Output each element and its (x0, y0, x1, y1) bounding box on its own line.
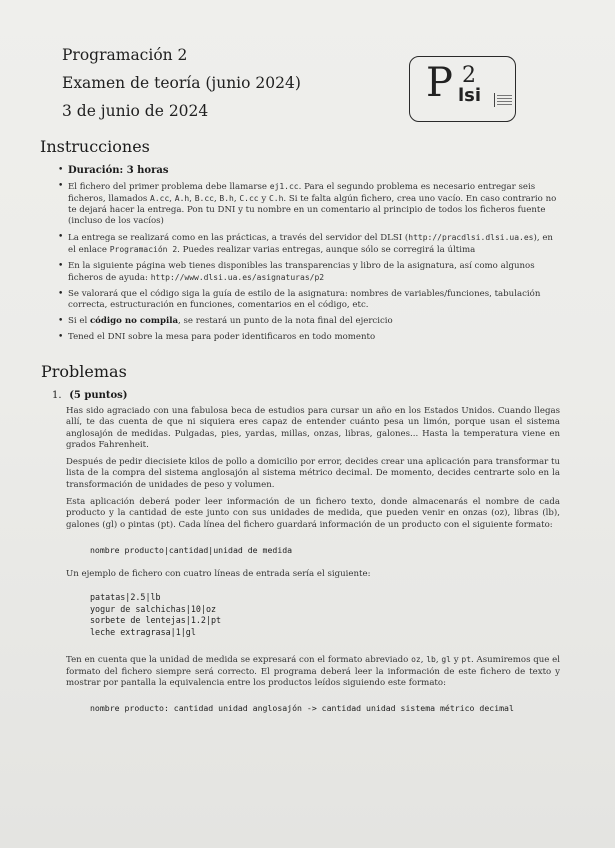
text-run: , (169, 194, 175, 204)
text-run: El fichero del primer problema debe llamarse (68, 182, 270, 192)
text-run: Tened el DNI sobre la mesa para poder identificaros en todo momento (68, 332, 376, 342)
course-title: Programación 2 (62, 46, 188, 64)
bold-text: código no compila (89, 316, 179, 326)
code-text: gl (441, 655, 451, 665)
text-run: Ten en cuenta que la unidad de medida se expresará con el formato abreviado (66, 655, 412, 666)
code-text: oz (411, 655, 421, 665)
instruction-item (58, 289, 558, 311)
problem-paragraph-3: Esta aplicación deberá poder leer información de un fichero texto, donde almacenarás el nombre de cada producto y la cantidad de este junto con sus unidades de medida, que pueden venir en onzas (oz), libras (lb), galones (gl) o pintas (pt). Cada línea del fichero guardará información de un producto con el siguiente formato: (66, 497, 560, 530)
code-text: B.h (219, 194, 234, 203)
text-run: , (420, 655, 427, 666)
problem-1 (52, 390, 562, 727)
text-run: , se restará un punto de la nota final del ejercicio (178, 316, 393, 326)
bold-text: Duración: 3 horas (68, 165, 169, 176)
instruction-item (58, 316, 558, 327)
logo-p: P (426, 60, 453, 106)
instructions-heading: Instrucciones (40, 137, 150, 156)
logo-fineprint (494, 93, 512, 107)
instructions-list (58, 165, 558, 348)
problem-number: 1. (52, 390, 62, 401)
problem-paragraph-4 (66, 654, 560, 689)
output-format-code: nombre producto: cantidad unidad anglosajón -> cantidad unidad sistema métrico decimal (90, 703, 514, 714)
text-run: La entrega se realizará como en las prácticas, a través del servidor del DLSI ( (68, 233, 409, 243)
example-file-code (90, 592, 560, 638)
code-text: http://www.dlsi.ua.es/asignaturas/p2 (150, 273, 325, 282)
code-text: Programación 2 (109, 245, 178, 254)
text-run: . Si te falta algún fichero, crea uno vacío. En caso contrario no te dejará hacer la entrega. Pon tu DNI y tu nombre en un comentario al principio de todos los ficheros fuente (incluso de los vacíos) (68, 194, 557, 226)
instruction-item (58, 165, 558, 176)
problem-1-header (52, 390, 562, 401)
text-run: Se valorará que el código siga la guía de estilo de la asignatura: nombres de variables/funciones, tabulación correcta, estructuración en funciones, comentarios en el código, etc. (68, 289, 541, 310)
code-text: http://pracdlsi.dlsi.ua.es (408, 233, 534, 242)
text-run: En la siguiente página web tienes disponibles las transparencias y libro de la asignatura, así como algunos ficheros de ayuda: (68, 261, 535, 283)
code-text: A.h (174, 194, 190, 203)
text-run: ), en el enlace (68, 233, 553, 255)
problem-paragraph-2: Después de pedir diecisiete kilos de pollo a domicilio por error, decides crear una aplicación para transformar tu lista de la compra del sistema anglosajón al sistema métrico decimal. De momento, decides centrarte solo en la transformación de unidades de peso y volumen. (66, 457, 560, 490)
text-run: . Para el segundo problema es necesario entregar seis ficheros, llamados (68, 182, 536, 204)
problem-1-body (66, 406, 560, 713)
text-run: . Puedes realizar varias entregas, aunque sólo se corregirá la última (177, 245, 476, 255)
code-text: ej1.cc (269, 182, 299, 191)
text-run: Si el (68, 316, 90, 326)
code-text: C.h (268, 194, 284, 203)
example-line: leche extragrasa|1|gl (90, 626, 196, 637)
exam-date: 3 de junio de 2024 (62, 102, 209, 120)
text-run: , (435, 655, 442, 666)
code-text: C.cc (239, 194, 259, 203)
instruction-item (58, 181, 558, 227)
text-run: , (189, 194, 195, 204)
text-run: y (258, 194, 269, 204)
line-format-code: nombre producto|cantidad|unidad de medida (90, 544, 293, 555)
instruction-item (58, 232, 558, 256)
text-run: , (213, 194, 220, 204)
example-line: yogur de salchichas|10|oz (90, 603, 217, 614)
logo-lsi: lsi (458, 85, 482, 106)
code-text: B.cc (194, 194, 214, 203)
text-run: , (233, 194, 240, 204)
problems-heading: Problemas (41, 362, 127, 381)
exam-header (62, 46, 301, 120)
text-run: . Asumiremos que el formato del fichero siempre será correcto. El programa deberá leer la información de este fichero de texto y mostrar por pantalla la equivalencia entre los productos leídos siguiendo este formato: (66, 655, 560, 688)
instruction-item (58, 261, 558, 284)
problem-paragraph-1: Has sido agraciado con una fabulosa beca de estudios para cursar un año en los Estados Unidos. Cuando llegas allí, te das cuenta de que ni siquiera eres capaz de entender cuánto pesa un limón, porque usan el sistema anglosajón de medidas. Pulgadas, pies, yardas, millas, onzas, libras, galones... Hasta la temperatura viene en grados Fahrenheit. (66, 406, 560, 450)
p2-lsi-logo (409, 56, 516, 122)
example-line: sorbete de lentejas|1.2|pt (90, 615, 222, 626)
text-run: y (450, 655, 462, 666)
example-intro: Un ejemplo de fichero con cuatro líneas de entrada sería el siguiente: (66, 568, 371, 579)
problem-points: (5 puntos) (69, 390, 128, 401)
example-line: patatas|2.5|lb (90, 592, 161, 603)
code-text: pt (461, 655, 472, 665)
logo-2: 2 (462, 63, 476, 88)
code-text: lb (426, 655, 436, 665)
exam-title: Examen de teoría (junio 2024) (62, 74, 301, 92)
code-text: A.cc (150, 194, 170, 203)
instruction-item (58, 332, 558, 343)
